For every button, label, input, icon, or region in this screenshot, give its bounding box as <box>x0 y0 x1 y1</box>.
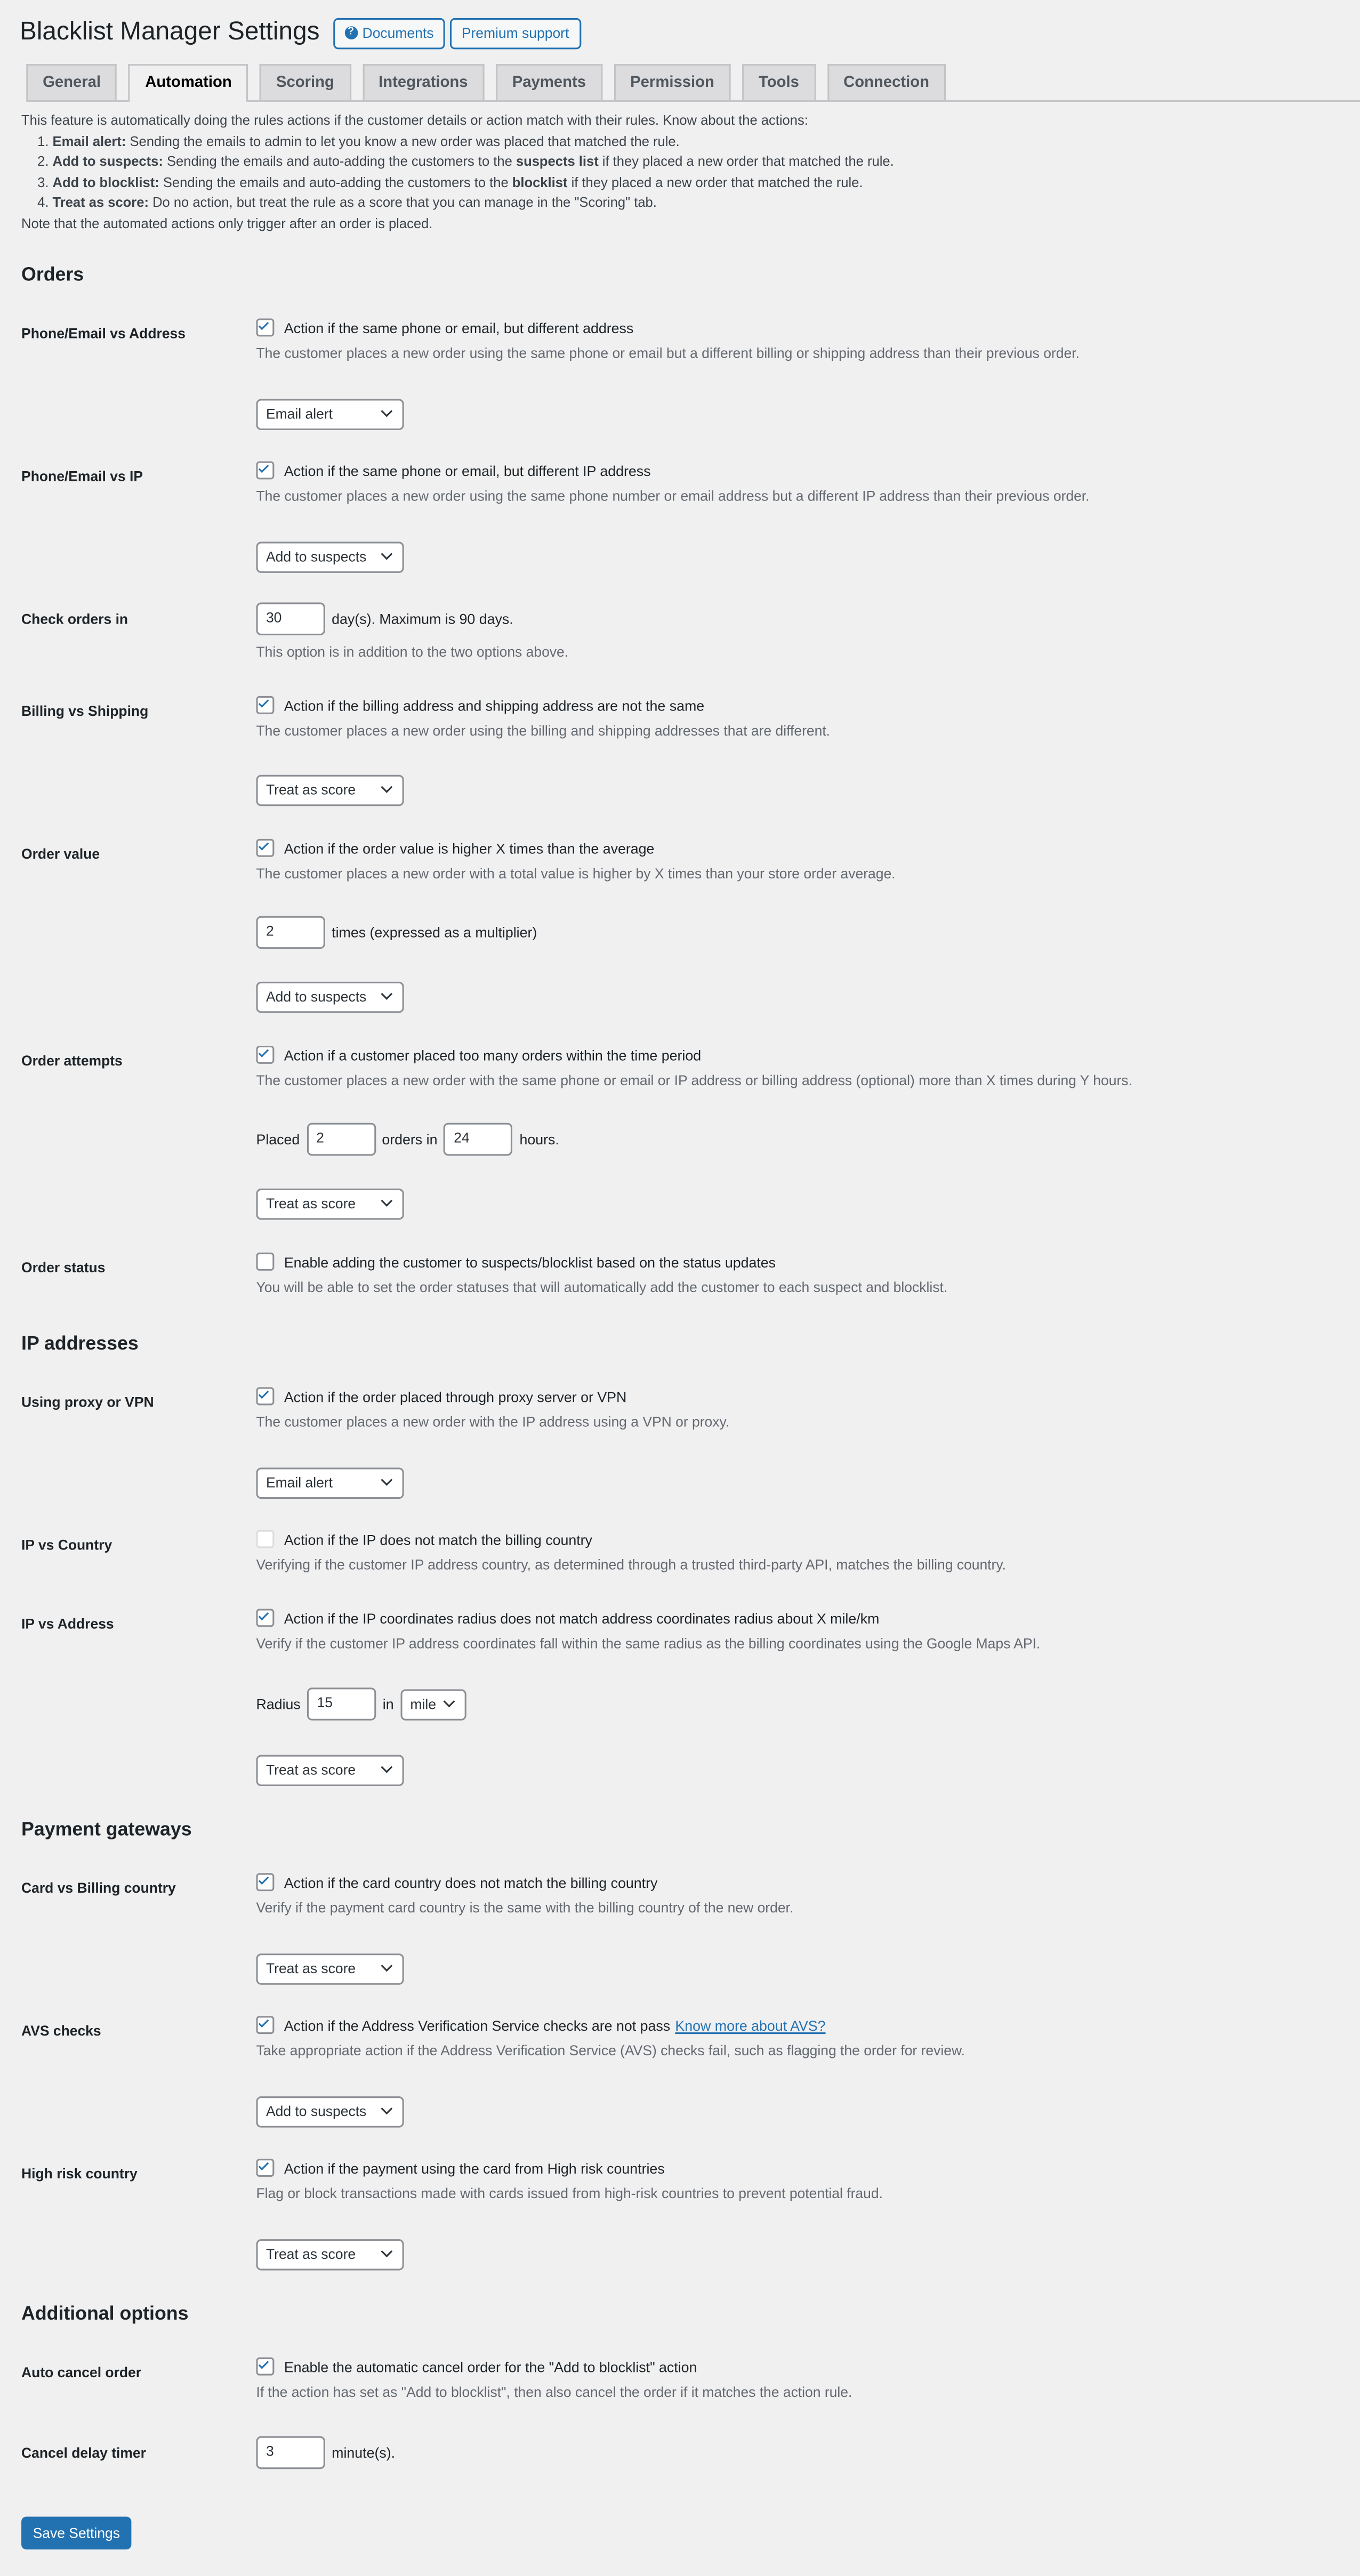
in-label: in <box>382 1695 394 1713</box>
billing-shipping-desc: The customer places a new order using the billing and shipping addresses that are different. <box>256 722 831 739</box>
check-orders-label: Check orders in <box>21 610 128 627</box>
intro-lead: This feature is automatically doing the rules actions if the customer details or action match with their rules. Know about the actions: <box>21 111 808 128</box>
unit-select[interactable]: mile <box>400 1689 466 1720</box>
card-country-desc: Verify if the payment card country is the same with the billing country of the new order. <box>256 1899 794 1916</box>
proxy-row <box>21 1387 729 1430</box>
intro-note: Note that the automated actions only trigger after an order is placed. <box>21 215 433 232</box>
phone-ip-checkbox[interactable]: Action if the same phone or email, but different IP address <box>256 461 1089 479</box>
chevron-down-icon <box>443 1696 455 1708</box>
checkbox-icon <box>256 696 274 714</box>
check-orders-input[interactable]: 30 <box>256 602 325 635</box>
checkbox-icon <box>256 839 274 857</box>
check-orders-suffix: day(s). Maximum is 90 days. <box>332 610 513 627</box>
avs-desc: Take appropriate action if the Address Verification Service (AVS) checks fail, such as flagging the order for review. <box>256 2042 965 2059</box>
checkbox-icon <box>256 1873 274 1891</box>
checkbox-icon <box>256 1609 274 1627</box>
list-item: 4. Treat as score: Do no action, but treat the rule as a score that you can manage in the "Scoring" tab. <box>53 193 1319 214</box>
high-risk-checkbox[interactable]: Action if the payment using the card from High risk countries <box>256 2159 883 2177</box>
card-country-label: Card vs Billing country <box>21 1879 176 1896</box>
auto-cancel-row <box>21 2357 852 2400</box>
hours-label: hours. <box>519 1131 559 1148</box>
order-value-suffix: times (expressed as a multiplier) <box>332 924 537 941</box>
checkbox-icon <box>256 461 274 479</box>
order-value-desc: The customer places a new order with a total value is higher by X times than your store order average. <box>256 865 896 882</box>
tab-scoring[interactable]: Scoring <box>260 64 351 100</box>
order-count-input[interactable]: 2 <box>307 1123 375 1156</box>
page-title: Blacklist Manager Settings <box>19 18 320 46</box>
order-status-row <box>21 1253 947 1295</box>
phone-address-checkbox[interactable]: Action if the same phone or email, but different address <box>256 319 1079 337</box>
documents-label: Documents <box>362 25 434 41</box>
order-attempts-row <box>21 1046 1132 1088</box>
actions-list <box>21 131 1318 213</box>
order-value-checkbox[interactable]: Action if the order value is higher X times than the average <box>256 839 895 857</box>
chevron-down-icon <box>381 781 392 793</box>
section-payment-heading: Payment gateways <box>21 1819 192 1840</box>
chevron-down-icon <box>381 1960 392 1972</box>
order-attempts-select[interactable]: Treat as score <box>256 1187 404 1219</box>
avs-row <box>21 2016 965 2058</box>
order-value-input[interactable]: 2 <box>256 916 325 949</box>
auto-cancel-desc: If the action has set as "Add to blocklist", then also cancel the order if it matches the action rule. <box>256 2384 852 2400</box>
order-value-row <box>21 839 896 882</box>
high-risk-desc: Flag or block transactions made with cards issued from high-risk countries to prevent potential fraud. <box>256 2185 883 2202</box>
checkbox-icon <box>256 1530 274 1548</box>
order-status-checkbox[interactable]: Enable adding the customer to suspects/blocklist based on the status updates <box>256 1253 947 1271</box>
section-ip-heading: IP addresses <box>21 1333 139 1354</box>
save-settings-button[interactable]: Save Settings <box>21 2517 131 2550</box>
cancel-delay-suffix: minute(s). <box>332 2444 396 2461</box>
chevron-down-icon <box>381 2246 392 2257</box>
ip-address-checkbox[interactable]: Action if the IP coordinates radius does not match address coordinates radius about X mile/km <box>256 1609 1040 1627</box>
orders-in-label: orders in <box>382 1131 438 1148</box>
checkbox-icon <box>256 2016 274 2034</box>
list-item: 2. Add to suspects: Sending the emails and auto-adding the customers to the suspects list if they placed a new order that matched the rule. <box>53 151 1319 172</box>
tab-tools[interactable]: Tools <box>742 64 815 100</box>
chevron-down-icon <box>381 1474 392 1486</box>
check-orders-desc: This option is in addition to the two options above. <box>256 643 569 660</box>
ip-address-select[interactable]: Treat as score <box>256 1753 404 1785</box>
radius-params <box>256 1687 466 1721</box>
billing-shipping-row <box>21 696 830 739</box>
checkbox-icon <box>256 1387 274 1406</box>
cancel-delay-label: Cancel delay timer <box>21 2444 146 2461</box>
ip-address-desc: Verify if the customer IP address coordinates fall within the same radius as the billing coordinates using the Google Maps API. <box>256 1635 1041 1652</box>
proxy-select[interactable]: Email alert <box>256 1466 404 1498</box>
avs-select[interactable]: Add to suspects <box>256 2095 404 2127</box>
ip-country-row <box>21 1530 1006 1573</box>
ip-address-row <box>21 1609 1040 1651</box>
order-attempts-checkbox[interactable]: Action if a customer placed too many orders within the time period <box>256 1046 1132 1064</box>
tab-general[interactable]: General <box>26 64 117 100</box>
page-header <box>21 17 1359 50</box>
card-country-checkbox[interactable]: Action if the card country does not match the billing country <box>256 1873 793 1891</box>
phone-address-desc: The customer places a new order using the same phone or email but a different billing or shipping address than their previous order. <box>256 344 1080 361</box>
ip-country-desc: Verifying if the customer IP address country, as determined through a trusted third-party API, matches the billing country. <box>256 1556 1006 1573</box>
order-attempts-desc: The customer places a new order with the same phone or email or IP address or billing address (optional) more than X times during Y hours. <box>256 1072 1132 1089</box>
avs-info-link[interactable]: Know more about AVS? <box>675 2016 826 2033</box>
phone-ip-label: Phone/Email vs IP <box>21 467 143 484</box>
settings-tabs <box>26 64 1360 102</box>
order-status-desc: You will be able to set the order statuses that will automatically add the customer to each suspect and blocklist. <box>256 1279 948 1296</box>
proxy-desc: The customer places a new order with the IP address using a VPN or proxy. <box>256 1413 730 1430</box>
help-icon: ? <box>344 26 358 39</box>
chevron-down-icon <box>381 1195 392 1207</box>
chevron-down-icon <box>381 1762 392 1773</box>
order-attempts-label: Order attempts <box>21 1052 123 1069</box>
list-item: 1. Email alert: Sending the emails to admin to let you know a new order was placed that matched the rule. <box>53 131 1319 151</box>
ip-country-checkbox[interactable]: Action if the IP does not match the billing country <box>256 1530 1006 1548</box>
chevron-down-icon <box>381 2103 392 2114</box>
high-risk-label: High risk country <box>21 2165 138 2182</box>
tab-automation[interactable]: Automation <box>128 64 248 102</box>
auto-cancel-checkbox[interactable]: Enable the automatic cancel order for the "Add to blocklist" action <box>256 2357 852 2376</box>
radius-label: Radius <box>256 1695 301 1713</box>
avs-checkbox[interactable]: Action if the Address Verification Service checks are not pass Know more about AVS? <box>256 2016 965 2034</box>
card-country-row <box>21 1873 793 1916</box>
avs-label: AVS checks <box>21 2022 101 2039</box>
section-orders-heading: Orders <box>21 264 84 286</box>
documents-button[interactable] <box>333 17 445 49</box>
phone-address-row <box>21 319 1080 361</box>
phone-ip-desc: The customer places a new order using the same phone number or email address but a different IP address than their previous order. <box>256 487 1090 504</box>
order-status-label: Order status <box>21 1259 106 1276</box>
chevron-down-icon <box>381 548 392 560</box>
phone-address-select[interactable]: Email alert <box>256 397 404 429</box>
order-attempts-params <box>256 1123 559 1156</box>
ip-address-label: IP vs Address <box>21 1615 114 1632</box>
checkbox-icon <box>256 1046 274 1064</box>
proxy-label: Using proxy or VPN <box>21 1393 154 1410</box>
intro-text <box>21 110 1318 234</box>
checkbox-icon <box>256 319 274 337</box>
phone-ip-select[interactable]: Add to suspects <box>256 540 404 572</box>
high-risk-row <box>21 2159 883 2201</box>
tab-payments[interactable]: Payments <box>496 64 602 100</box>
chevron-down-icon <box>381 406 392 417</box>
section-additional-heading: Additional options <box>21 2303 189 2325</box>
tab-integrations[interactable]: Integrations <box>362 64 484 100</box>
checkbox-icon <box>256 2357 274 2376</box>
order-value-select[interactable]: Add to suspects <box>256 980 404 1012</box>
order-value-label: Order value <box>21 845 100 862</box>
hours-input[interactable]: 24 <box>444 1123 513 1156</box>
card-country-select[interactable]: Treat as score <box>256 1952 404 1984</box>
phone-address-label: Phone/Email vs Address <box>21 325 186 342</box>
billing-shipping-checkbox[interactable]: Action if the billing address and shipping address are not the same <box>256 696 830 714</box>
checkbox-icon <box>256 2159 274 2177</box>
settings-page <box>0 0 1359 234</box>
premium-support-button[interactable]: Premium support <box>450 17 581 49</box>
checkbox-icon <box>256 1253 274 1271</box>
cancel-delay-row <box>21 2436 395 2469</box>
auto-cancel-label: Auto cancel order <box>21 2364 142 2380</box>
check-orders-row <box>21 602 568 660</box>
billing-shipping-select[interactable]: Treat as score <box>256 773 404 805</box>
proxy-checkbox[interactable]: Action if the order placed through proxy server or VPN <box>256 1387 729 1406</box>
placed-label: Placed <box>256 1131 300 1148</box>
list-item: 3. Add to blocklist: Sending the emails and auto-adding the customers to the blocklist if they placed a new order that matched the rule. <box>53 172 1319 193</box>
tab-permission[interactable]: Permission <box>614 64 730 100</box>
tab-connection[interactable]: Connection <box>827 64 946 100</box>
high-risk-select[interactable]: Treat as score <box>256 2238 404 2270</box>
order-value-multiplier <box>256 916 537 949</box>
chevron-down-icon <box>381 988 392 1000</box>
ip-country-label: IP vs Country <box>21 1536 112 1553</box>
billing-shipping-label: Billing vs Shipping <box>21 702 149 720</box>
radius-input[interactable]: 15 <box>307 1687 376 1721</box>
phone-ip-row <box>21 461 1089 504</box>
cancel-delay-input[interactable]: 3 <box>256 2436 325 2469</box>
